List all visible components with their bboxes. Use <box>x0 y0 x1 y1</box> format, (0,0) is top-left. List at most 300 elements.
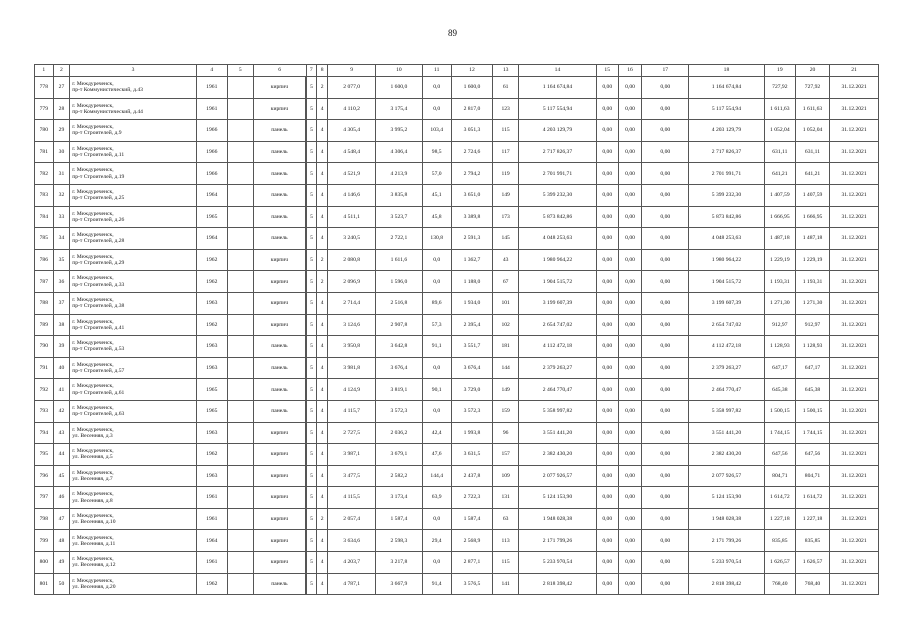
table-cell: 149 <box>493 184 519 206</box>
table-cell: 1 164 674,84 <box>689 77 765 99</box>
table-cell <box>227 120 253 142</box>
table-cell: 0,00 <box>642 444 689 466</box>
table-cell: панель <box>253 184 306 206</box>
table-cell: 798 <box>35 508 54 530</box>
table-cell: 801 <box>35 573 54 595</box>
table-cell: 5 <box>306 379 316 401</box>
table-cell: 1 626,57 <box>795 552 829 574</box>
table-cell: 0,00 <box>596 228 618 250</box>
table-cell: 5 <box>306 249 316 271</box>
address-street: пр-т Строителей, д.28 <box>72 238 125 245</box>
table-cell: панель <box>253 120 306 142</box>
table-cell: 3 995,2 <box>376 120 423 142</box>
table-cell: 779 <box>35 98 54 120</box>
table-cell: 36 <box>53 271 70 293</box>
table-cell: 4 <box>316 206 327 228</box>
table-cell: 1 626,57 <box>764 552 795 574</box>
table-cell: кирпич <box>253 77 306 99</box>
table-cell: 5 <box>306 141 316 163</box>
table-cell: 5 <box>306 573 316 595</box>
address-street: ул. Весенняя, д.7 <box>72 475 113 482</box>
table-cell: 0,00 <box>642 271 689 293</box>
table-cell: 0,00 <box>618 508 642 530</box>
table-cell: 2 907,8 <box>376 314 423 336</box>
table-cell: 2 582,2 <box>376 465 423 487</box>
table-cell: 5 <box>306 487 316 509</box>
table-cell: 3 240,5 <box>328 228 376 250</box>
table-cell: 31.12.2021 <box>830 184 879 206</box>
table-cell: 2 591,3 <box>451 228 492 250</box>
table-cell: 0,00 <box>596 98 618 120</box>
table-cell: 1963 <box>196 292 227 314</box>
table-cell <box>227 379 253 401</box>
table-cell: 2 516,8 <box>376 292 423 314</box>
table-cell: 4 <box>316 487 327 509</box>
table-cell: 0,00 <box>642 77 689 99</box>
table-cell: 785 <box>35 228 54 250</box>
table-cell: 96 <box>493 422 519 444</box>
table-cell: 0,00 <box>618 573 642 595</box>
table-cell: 647,17 <box>795 357 829 379</box>
address-cell <box>70 444 196 466</box>
table-cell: кирпич <box>253 422 306 444</box>
table-cell: 1964 <box>196 228 227 250</box>
table-cell: 2 817,0 <box>451 98 492 120</box>
table-cell: 1 744,15 <box>764 422 795 444</box>
table-cell: 4 048 253,63 <box>519 228 597 250</box>
table-row <box>35 487 879 509</box>
table-cell: 43 <box>493 249 519 271</box>
table-cell: 2 437,8 <box>451 465 492 487</box>
address-city: г. Междуреченск, <box>72 167 114 174</box>
table-cell: 37 <box>53 292 70 314</box>
address-city: г. Междуреченск, <box>72 124 114 131</box>
table-cell: 2 598,3 <box>376 530 423 552</box>
table-cell: 1964 <box>196 530 227 552</box>
table-cell <box>227 292 253 314</box>
address-city: г. Междуреченск, <box>72 405 114 411</box>
table-cell: кирпич <box>253 98 306 120</box>
table-cell: 3 051,3 <box>451 120 492 142</box>
table-cell: 0,00 <box>596 444 618 466</box>
address-street: пр-т Строителей, д.57 <box>72 368 125 375</box>
column-header: 20 <box>795 65 829 77</box>
table-cell: 31.12.2021 <box>830 400 879 422</box>
table-cell: 804,71 <box>795 465 829 487</box>
table-cell: 647,56 <box>764 444 795 466</box>
table-cell: 2 654 747,02 <box>689 314 765 336</box>
table-cell: 2 818 398,42 <box>689 573 765 595</box>
table-cell: 0,00 <box>596 357 618 379</box>
column-header: 2 <box>53 65 70 77</box>
table-cell: 3 835,8 <box>376 184 423 206</box>
table-cell: 782 <box>35 163 54 185</box>
table-cell: 0,0 <box>422 357 451 379</box>
address-street: ул. Весенняя, д.20 <box>72 583 116 590</box>
table-cell: 1 407,59 <box>764 184 795 206</box>
table-cell: 91,1 <box>422 336 451 358</box>
column-header: 11 <box>422 65 451 77</box>
table-cell: 2 794,2 <box>451 163 492 185</box>
table-cell <box>227 508 253 530</box>
table-cell: 1961 <box>196 508 227 530</box>
table-cell: 1 227,18 <box>764 508 795 530</box>
address-cell <box>70 573 196 595</box>
table-cell: 0,00 <box>618 444 642 466</box>
table-cell: 4 <box>316 98 327 120</box>
table-cell: 45,8 <box>422 206 451 228</box>
table-cell: 0,00 <box>618 206 642 228</box>
table-cell: 0,0 <box>422 271 451 293</box>
table-cell: 3 634,6 <box>328 530 376 552</box>
table-cell: панель <box>253 206 306 228</box>
table-cell: 67 <box>493 271 519 293</box>
table-cell: 5 399 232,30 <box>519 184 597 206</box>
table-cell: 4 305,4 <box>328 120 376 142</box>
address-city: г. Междуреченск, <box>72 448 114 455</box>
table-cell: 1 193,31 <box>764 271 795 293</box>
table-cell: 3 676,4 <box>376 357 423 379</box>
table-cell: 1 666,95 <box>764 206 795 228</box>
table-cell: 4 203 129,79 <box>519 120 597 142</box>
table-cell: 1 587,4 <box>376 508 423 530</box>
table-cell: 0,00 <box>618 422 642 444</box>
table-cell: 3 642,8 <box>376 336 423 358</box>
address-cell <box>70 552 196 574</box>
table-cell: 1966 <box>196 163 227 185</box>
table-cell: 0,00 <box>642 530 689 552</box>
table-cell: 1 487,18 <box>764 228 795 250</box>
table-cell: 131 <box>493 487 519 509</box>
table-row <box>35 163 879 185</box>
address-city: г. Междуреченск, <box>72 340 114 347</box>
table-cell: 797 <box>35 487 54 509</box>
table-cell: кирпич <box>253 487 306 509</box>
table-cell: 2 171 799,26 <box>519 530 597 552</box>
address-cell <box>70 530 196 552</box>
table-cell: 1963 <box>196 357 227 379</box>
column-header: 13 <box>493 65 519 77</box>
table-row <box>35 249 879 271</box>
table-cell: 0,00 <box>596 573 618 595</box>
table-cell: 5 358 997,82 <box>689 400 765 422</box>
table-cell <box>227 163 253 185</box>
table-cell: 31.12.2021 <box>830 379 879 401</box>
table-cell: 4 <box>316 292 327 314</box>
table-cell: 0,00 <box>642 422 689 444</box>
address-city: г. Междуреченск, <box>72 318 114 325</box>
table-cell: 45,1 <box>422 184 451 206</box>
address-city: г. Междуреченск, <box>72 469 114 476</box>
table-cell: 1 744,15 <box>795 422 829 444</box>
table-cell: 4 548,4 <box>328 141 376 163</box>
table-cell: 144 <box>493 357 519 379</box>
column-header: 18 <box>689 65 765 77</box>
table-cell: 5 <box>306 422 316 444</box>
table-cell: 1 934,0 <box>451 292 492 314</box>
table-cell: 631,11 <box>795 141 829 163</box>
table-cell <box>227 77 253 99</box>
table-cell: 3 199 607,39 <box>519 292 597 314</box>
table-cell: 5 <box>306 530 316 552</box>
table-cell: 39 <box>53 336 70 358</box>
table-cell: 2 722,1 <box>376 228 423 250</box>
table-cell: 0,00 <box>596 508 618 530</box>
table-cell: 3 819,1 <box>376 379 423 401</box>
table-cell <box>227 487 253 509</box>
table-cell <box>227 422 253 444</box>
table-cell: 645,38 <box>764 379 795 401</box>
table-cell: 783 <box>35 184 54 206</box>
table-cell: 1 500,15 <box>795 400 829 422</box>
table-cell: 61 <box>493 77 519 99</box>
table-cell <box>227 184 253 206</box>
table-cell <box>227 552 253 574</box>
table-cell: 4 306,4 <box>376 141 423 163</box>
table-cell: 0,00 <box>596 314 618 336</box>
table-cell: 4 <box>316 573 327 595</box>
address-street: пр-т Строителей, д.19 <box>72 173 125 180</box>
table-cell: 34 <box>53 228 70 250</box>
table-cell: 1 052,04 <box>764 120 795 142</box>
table-cell <box>227 444 253 466</box>
table-cell: 4 <box>316 400 327 422</box>
address-city: г. Междуреченск, <box>72 383 114 390</box>
table-row <box>35 77 879 99</box>
column-header: 15 <box>596 65 618 77</box>
table-cell: 791 <box>35 357 54 379</box>
table-cell: 31.12.2021 <box>830 249 879 271</box>
table-cell: 3 199 607,39 <box>689 292 765 314</box>
address-cell <box>70 184 196 206</box>
table-cell: 912,97 <box>795 314 829 336</box>
table-cell: 5 117 554,94 <box>519 98 597 120</box>
address-cell <box>70 487 196 509</box>
table-cell: 2 077 926,57 <box>519 465 597 487</box>
table-cell: 2 171 799,26 <box>689 530 765 552</box>
address-cell <box>70 249 196 271</box>
table-cell: 4 124,9 <box>328 379 376 401</box>
table-row <box>35 357 879 379</box>
address-street: пр-т Строителей, д.33 <box>72 281 125 288</box>
table-cell: 5 <box>306 292 316 314</box>
table-cell: 0,00 <box>618 530 642 552</box>
table-cell: 1961 <box>196 552 227 574</box>
table-cell: 5 <box>306 163 316 185</box>
table-cell: 102 <box>493 314 519 336</box>
table-cell: 1 164 674,84 <box>519 77 597 99</box>
table-cell <box>227 271 253 293</box>
table-cell: 0,00 <box>596 530 618 552</box>
table-cell: 5 <box>306 552 316 574</box>
table-cell: 1 587,4 <box>451 508 492 530</box>
column-header: 9 <box>328 65 376 77</box>
table-cell: 0,0 <box>422 552 451 574</box>
table-cell: 0,00 <box>596 206 618 228</box>
address-cell <box>70 422 196 444</box>
table-cell: 5 <box>306 508 316 530</box>
table-cell: 0,00 <box>596 163 618 185</box>
table-cell: 787 <box>35 271 54 293</box>
table-cell: 1 487,18 <box>795 228 829 250</box>
table-cell: 5 <box>306 77 316 99</box>
table-cell: 3 217,8 <box>376 552 423 574</box>
table-cell: 5 <box>306 184 316 206</box>
table-cell: 0,00 <box>596 465 618 487</box>
table-cell: кирпич <box>253 552 306 574</box>
address-cell <box>70 357 196 379</box>
table-cell: 2 727,5 <box>328 422 376 444</box>
column-header: 12 <box>451 65 492 77</box>
table-cell: 1 596,0 <box>376 271 423 293</box>
table-cell: 89,6 <box>422 292 451 314</box>
table-row <box>35 184 879 206</box>
table-cell: 2 701 991,71 <box>519 163 597 185</box>
table-cell: 5 358 997,82 <box>519 400 597 422</box>
table-cell: 3 572,3 <box>376 400 423 422</box>
table-cell: 0,00 <box>642 400 689 422</box>
table-cell: 3 729,0 <box>451 379 492 401</box>
table-cell: 31.12.2021 <box>830 271 879 293</box>
table-row <box>35 379 879 401</box>
table-cell: 4 521,9 <box>328 163 376 185</box>
table-cell: 0,00 <box>642 228 689 250</box>
column-number-row <box>35 65 879 77</box>
address-city: г. Междуреченск, <box>72 102 114 109</box>
table-cell: 768,40 <box>764 573 795 595</box>
table-cell: 5 233 970,54 <box>519 552 597 574</box>
column-header: 14 <box>519 65 597 77</box>
table-cell <box>227 357 253 379</box>
column-header: 6 <box>253 65 306 77</box>
table-cell: 31.12.2021 <box>830 552 879 574</box>
table-cell: 27 <box>53 77 70 99</box>
table-cell <box>227 228 253 250</box>
table-cell: 5 124 153,90 <box>519 487 597 509</box>
table-cell: 0,00 <box>618 163 642 185</box>
table-cell: 31.12.2021 <box>830 228 879 250</box>
address-city: г. Междуреченск, <box>72 534 114 541</box>
table-cell: 0,00 <box>596 400 618 422</box>
table-cell: 5 233 970,54 <box>689 552 765 574</box>
table-cell: 3 572,3 <box>451 400 492 422</box>
table-cell: 42,4 <box>422 422 451 444</box>
table-cell: 31.12.2021 <box>830 98 879 120</box>
address-cell <box>70 508 196 530</box>
table-row <box>35 573 879 595</box>
table-cell: 91,4 <box>422 573 451 595</box>
table-cell: 4 115,7 <box>328 400 376 422</box>
table-cell: 793 <box>35 400 54 422</box>
address-cell <box>70 120 196 142</box>
table-cell: 5 <box>306 228 316 250</box>
table-cell: 795 <box>35 444 54 466</box>
table-cell: 4 787,1 <box>328 573 376 595</box>
table-cell: 647,56 <box>795 444 829 466</box>
table-cell: 804,71 <box>764 465 795 487</box>
table-cell: 159 <box>493 400 519 422</box>
table-cell: 5 399 232,30 <box>689 184 765 206</box>
table-cell: 2 717 826,37 <box>519 141 597 163</box>
address-cell <box>70 336 196 358</box>
table-row <box>35 120 879 142</box>
table-cell: 781 <box>35 141 54 163</box>
table-cell: кирпич <box>253 465 306 487</box>
table-cell: 4 112 472,18 <box>519 336 597 358</box>
column-header: 5 <box>227 65 253 77</box>
table-cell: 3 950,8 <box>328 336 376 358</box>
table-cell <box>227 98 253 120</box>
table-cell: 1 500,15 <box>764 400 795 422</box>
table-cell: 792 <box>35 379 54 401</box>
table-cell: 3 551,7 <box>451 336 492 358</box>
table-cell: 0,00 <box>596 422 618 444</box>
table-cell: 2 <box>316 271 327 293</box>
table-cell: 1 128,93 <box>764 336 795 358</box>
table-row <box>35 141 879 163</box>
table-cell: 4 <box>316 184 327 206</box>
table-cell: 0,00 <box>642 508 689 530</box>
table-cell: 38 <box>53 314 70 336</box>
table-cell: 33 <box>53 206 70 228</box>
table-cell: панель <box>253 573 306 595</box>
table-cell: 98,5 <box>422 141 451 163</box>
table-cell: 57,0 <box>422 163 451 185</box>
table-cell: 173 <box>493 206 519 228</box>
table-cell <box>227 206 253 228</box>
table-cell: 103,4 <box>422 120 451 142</box>
table-cell: 784 <box>35 206 54 228</box>
table-cell: панель <box>253 357 306 379</box>
table-cell: 3 981,8 <box>328 357 376 379</box>
table-cell: 3 389,8 <box>451 206 492 228</box>
table-cell: 641,21 <box>795 163 829 185</box>
table-row <box>35 271 879 293</box>
table-cell: 4 <box>316 552 327 574</box>
table-cell: 4 115,5 <box>328 487 376 509</box>
table-cell: 794 <box>35 422 54 444</box>
address-street: ул. Весенняя, д.11 <box>72 540 116 547</box>
table-cell: 5 <box>306 400 316 422</box>
table-cell: 31.12.2021 <box>830 422 879 444</box>
table-cell: 2 464 770,47 <box>689 379 765 401</box>
table-cell: 2 036,2 <box>376 422 423 444</box>
table-cell: 30 <box>53 141 70 163</box>
table-cell: 5 <box>306 314 316 336</box>
column-header: 7 <box>306 65 316 77</box>
table-cell: 4 <box>316 465 327 487</box>
table-cell: 1961 <box>196 77 227 99</box>
address-street: ул. Весенняя, д.3 <box>72 432 113 439</box>
table-cell: 1963 <box>196 465 227 487</box>
table-cell: 115 <box>493 552 519 574</box>
table-cell: 3 651,0 <box>451 184 492 206</box>
table-cell: 31.12.2021 <box>830 292 879 314</box>
table-cell: панель <box>253 400 306 422</box>
table-cell: 1 052,04 <box>795 120 829 142</box>
table-cell: 3 676,4 <box>451 357 492 379</box>
address-street: пр-т Строителей, д.61 <box>72 389 125 396</box>
table-cell: 1966 <box>196 141 227 163</box>
table-cell: 0,00 <box>596 292 618 314</box>
table-cell: 0,00 <box>618 228 642 250</box>
table-cell: 727,92 <box>764 77 795 99</box>
table-cell: 0,00 <box>642 573 689 595</box>
table-cell: 157 <box>493 444 519 466</box>
table-cell: 1963 <box>196 336 227 358</box>
table-cell: 4 146,6 <box>328 184 376 206</box>
address-street: пр-т Коммунистический, д.43 <box>72 87 143 94</box>
